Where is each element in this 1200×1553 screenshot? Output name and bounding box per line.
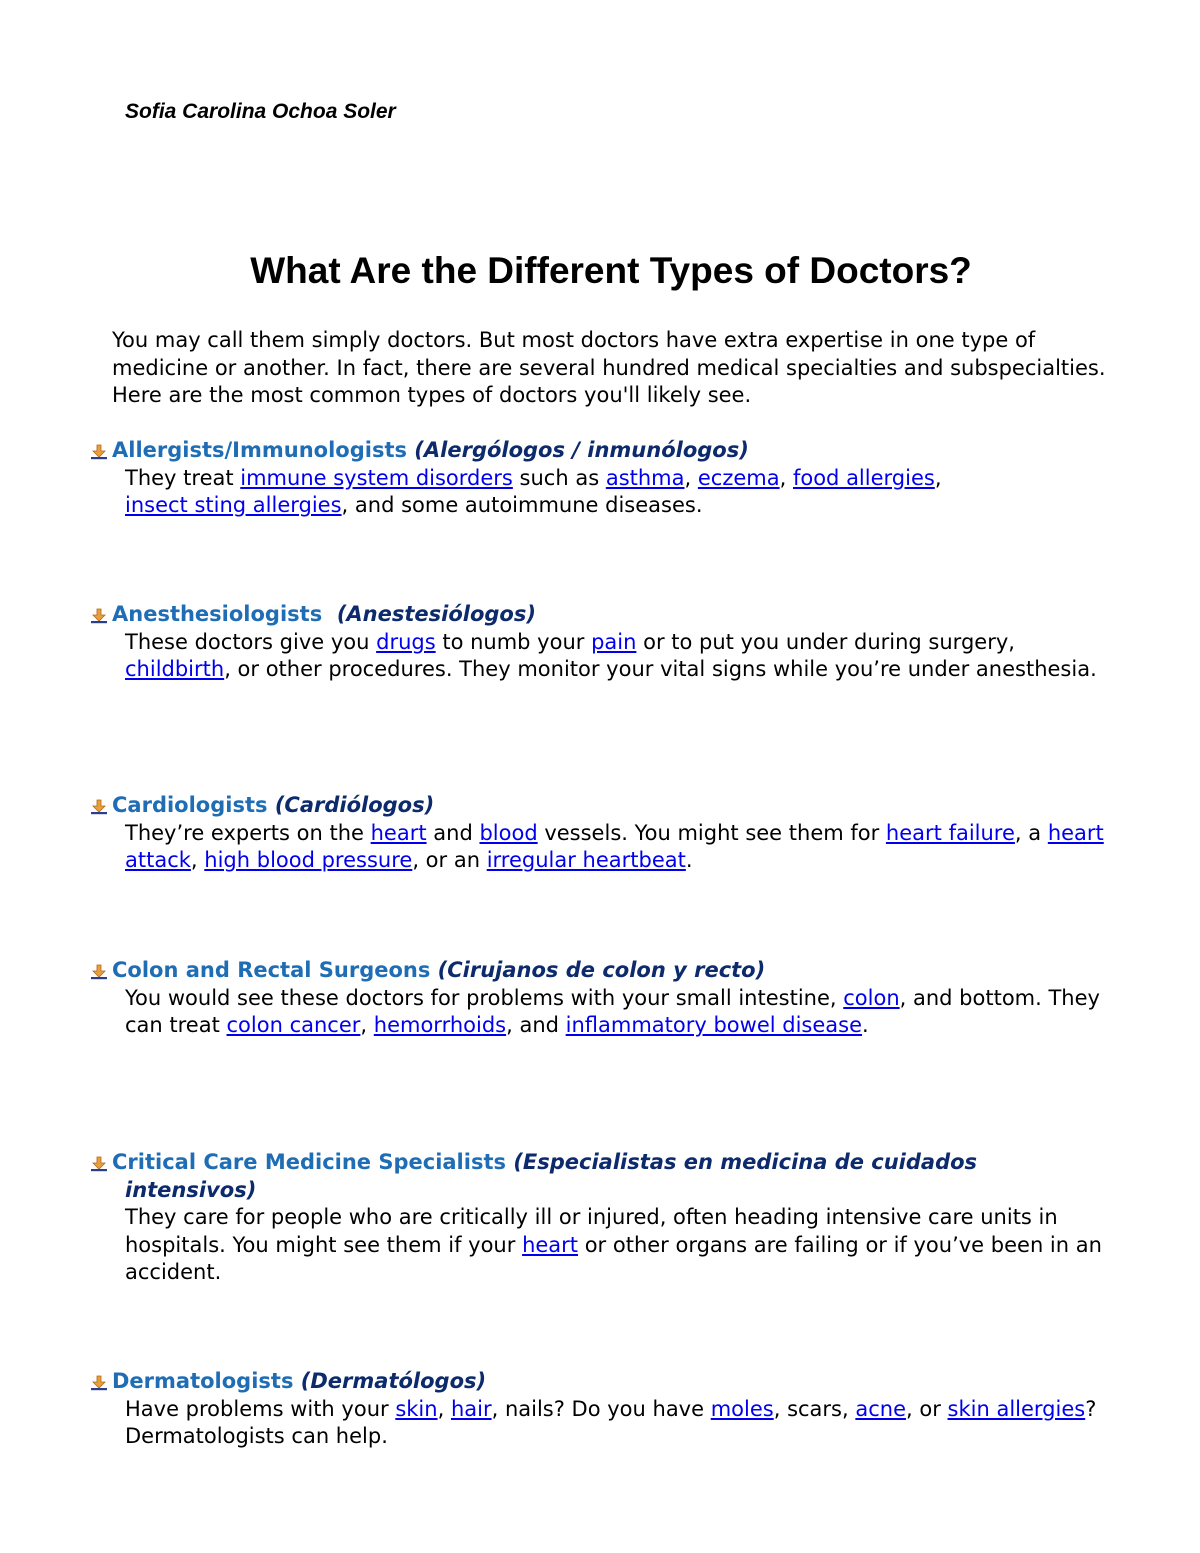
arrow-down-bullet-icon (90, 1156, 108, 1172)
link-heart[interactable]: heart (370, 820, 427, 845)
heading-en: Allergists/Immunologists (112, 438, 407, 462)
section-allergists (88, 437, 1118, 520)
text: vessels. You might see them for (537, 820, 886, 845)
section-heading (88, 1149, 1118, 1204)
heading-es: (Anestesiólogos) (336, 602, 536, 626)
text: to numb your (435, 629, 592, 654)
section-colon-rectal-surgeons (88, 957, 1118, 1040)
heading-en: Colon and Rectal Surgeons (112, 958, 431, 982)
text: , (190, 848, 205, 872)
text: They’re experts on the (125, 820, 371, 845)
heading-en: Cardiologists (112, 793, 268, 817)
section-body (88, 465, 1118, 520)
text: , (437, 1396, 451, 1421)
link-heart[interactable]: heart (522, 1232, 579, 1257)
link-childbirth[interactable]: childbirth (125, 657, 225, 681)
text: , or (906, 1396, 948, 1421)
text: and (426, 820, 480, 845)
arrow-down-bullet-icon (90, 444, 108, 460)
link-colon[interactable]: colon (843, 985, 900, 1010)
text: . (862, 1013, 869, 1037)
section-critical-care (88, 1149, 1118, 1287)
link-acne[interactable]: acne (855, 1396, 907, 1421)
link-blood[interactable]: blood (479, 820, 538, 845)
text: , or an (412, 848, 487, 872)
text: or other organs are failing or if you’ve been in an accident. (125, 1232, 1102, 1284)
section-heading (88, 957, 1118, 985)
text: , and some autoimmune diseases. (341, 493, 703, 517)
link-immune-system-disorders[interactable]: immune system disorders (240, 465, 513, 490)
link-moles[interactable]: moles (710, 1396, 774, 1421)
text: , (779, 465, 793, 490)
text: or to put you under during surgery, (636, 629, 1015, 654)
link-eczema[interactable]: eczema (697, 465, 780, 490)
text: , (934, 465, 942, 490)
heading-es: (Alergólogos / inmunólogos) (414, 438, 749, 462)
link-colon-cancer[interactable]: colon cancer (226, 1013, 361, 1037)
section-heading (88, 1368, 1118, 1396)
text: . (685, 848, 693, 872)
text: , (360, 1013, 374, 1037)
section-heading (88, 792, 1118, 820)
link-food-allergies[interactable]: food allergies (792, 465, 935, 490)
text: , nails? Do you have (491, 1396, 711, 1421)
text: , scars, (773, 1396, 856, 1421)
text: , and bottom. They can treat (125, 985, 1100, 1037)
text: ? Dermatologists can help. (125, 1396, 1097, 1448)
arrow-down-bullet-icon (90, 1375, 108, 1391)
text: , and (506, 1013, 566, 1037)
author-name: Sofia Carolina Ochoa Soler (125, 100, 396, 123)
text: , (684, 465, 698, 490)
link-hair[interactable]: hair (450, 1396, 492, 1421)
link-asthma[interactable]: asthma (605, 465, 685, 490)
arrow-down-bullet-icon (90, 964, 108, 980)
arrow-down-bullet-icon (90, 799, 108, 815)
link-heart-failure[interactable]: heart failure (885, 820, 1015, 845)
intro-paragraph: You may call them simply doctors. But most doctors have extra expertise in one type of medicine or another. In fact, there are several hundred medical specialties and subspecialties. Here are the most common types of doctors you'll likely see. (112, 328, 1106, 407)
heading-es: (Especialistas en medicina de cuidados (513, 1150, 978, 1174)
text: Have problems with your (125, 1396, 396, 1421)
section-body (88, 629, 1118, 684)
text: You would see these doctors for problems with your small intestine, (125, 985, 844, 1010)
section-heading (88, 437, 1118, 465)
heading-en: Anesthesiologists (112, 602, 323, 626)
section-cardiologists (88, 792, 1118, 875)
link-drugs[interactable]: drugs (376, 629, 436, 654)
section-body (88, 1396, 1118, 1451)
section-anesthesiologists (88, 601, 1118, 684)
link-inflammatory-bowel-disease[interactable]: inflammatory bowel disease (565, 1013, 863, 1037)
link-hemorrhoids[interactable]: hemorrhoids (373, 1013, 507, 1037)
heading-es-continued: intensivos) (125, 1177, 257, 1202)
link-high-blood-pressure[interactable]: high blood pressure (204, 848, 413, 872)
heading-en: Critical Care Medicine Specialists (112, 1150, 506, 1174)
page-title: What Are the Different Types of Doctors? (250, 250, 972, 291)
link-pain[interactable]: pain (591, 629, 637, 654)
text: , or other procedures. They monitor your vital signs while you’re under anesthesia. (224, 657, 1097, 681)
text: These doctors give you (125, 629, 377, 654)
heading-es: (Dermatólogos) (300, 1369, 487, 1393)
link-skin-allergies[interactable]: skin allergies (947, 1396, 1086, 1421)
heading-es: (Cirujanos de colon y recto) (437, 958, 766, 982)
link-skin[interactable]: skin (395, 1396, 438, 1421)
text: such as (512, 465, 606, 490)
link-heart-attack[interactable]: heart attack (125, 820, 1104, 872)
arrow-down-bullet-icon (90, 608, 108, 624)
section-body (88, 820, 1118, 875)
link-irregular-heartbeat[interactable]: irregular heartbeat (486, 848, 686, 872)
link-insect-sting-allergies[interactable]: insect sting allergies (125, 493, 342, 517)
text: , a (1014, 820, 1048, 845)
heading-es: (Cardiólogos) (274, 793, 435, 817)
section-body (88, 985, 1118, 1040)
section-heading (88, 601, 1118, 629)
section-dermatologists (88, 1368, 1118, 1451)
section-body (88, 1204, 1118, 1287)
heading-en: Dermatologists (112, 1369, 294, 1393)
text: They care for people who are critically ill or injured, often heading intensive care units in hospitals. You might see them if your (125, 1205, 1058, 1257)
text: They treat (125, 465, 241, 490)
